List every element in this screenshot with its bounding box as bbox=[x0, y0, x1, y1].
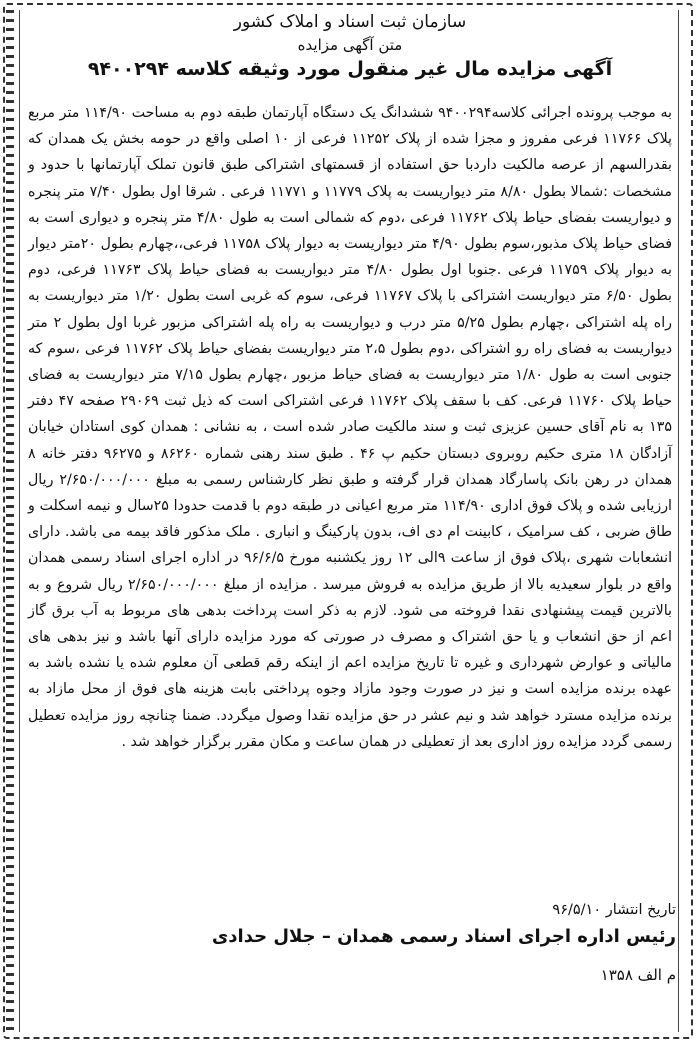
org-name: سازمان ثبت اسناد و املاک کشور bbox=[233, 12, 467, 32]
signature: رئیس اداره اجرای اسناد رسمی همدان – جلال حدادی bbox=[211, 926, 676, 947]
notice-title: آگهی مزایده مال غیر منقول مورد وثیقه کلاسه ۹۴۰۰۲۹۴ bbox=[87, 58, 613, 80]
notice-body bbox=[28, 100, 672, 755]
notice-type: متن آگهی مزایده bbox=[297, 36, 403, 54]
notice-code: م الف ۱۳۵۸ bbox=[600, 966, 676, 984]
publish-date: تاریخ انتشار ۹۶/۵/۱۰ bbox=[552, 902, 676, 918]
notice-body-text: به موجب پرونده اجرائی کلاسه۹۴۰۰۲۹۴ ششدانگ یک دستگاه آپارتمان طبقه دوم به مساحت ۱۱۴/۹۰ متر مربع پلاک ۱۱۷۶۶ فرعی مفروز و مجزا شده از پلاک ۱۱۲۵۲ فرعی از ۱۰ اصلی واقع در حومه بخش یک همدان که بقدرالسهم از عرصه مالکیت داردبا حق استفاده از قسمتهای اشتراکی طبق قانون تملک آپارتمانها با حدود و مشخصات :شمالا بطول ۸/۸۰ متر دیواریست به پلاک ۱۱۷۷۹ و ۱۱۷۷۱ فرعی . شرقا اول بطول ۷/۴۰ متر پنجره و دیواریست بفضای حیاط پلاک ۱۱۷۶۲ فرعی ،دوم که شمالی است به طول ۴/۸۰ متر پنجره و دیواری است به فضای حیاط پلاک مذبور،سوم بطول ۴/۹۰ متر دیواریست به دیوار پلاک ۱۱۷۵۸ فرعی،،چهارم بطول ۲۰متر دیوار به دیوار پلاک ۱۱۷۵۹ فرعی .جنوبا اول بطول ۴/۸۰ متر دیواریست به فضای حیاط پلاک ۱۱۷۶۳ فرعی، دوم بطول ۶/۵۰ متر دیواریست اشتراکی با پلاک ۱۱۷۶۷ فرعی، سوم که غربی است بطول ۱/۲۰ متر دیواریست به راه پله اشتراکی ،چهارم بطول ۵/۲۵ متر درب و دیواریست به راه پله اشتراکی مزبور غربا اول بطول ۲ متر دیواریست به فضای راه رو اشتراکی ،دوم بطول ۲،۵ متر دیواریست بفضای حیاط پلاک ۱۱۷۶۲ فرعی ،سوم که جنوبی است به طول ۱/۸۰ متر دیواریست به فضای حیاط مزبور ،چهارم بطول ۷/۱۵ متر دیواریست به فضای حیاط پلاک ۱۱۷۶۰ فرعی. کف با سقف پلاک ۱۱۷۶۲ فرعی اشتراکی است که ذیل ثبت ۲۹۰۶۹ صفحه ۴۷ دفتر ۱۳۵ به نام آقای حسین عزیزی ثبت و سند مالکیت صادر شده است ، به نشانی : همدان کوی استادان خیابان آزادگان ۱۸ متری حکیم روبروی دبستان حکیم پ ۴۶ . طبق سند رهنی شماره ۸۶۲۶۰ و ۹۶۲۷۵ دفتر خانه ۸ همدان در رهن بانک پاسارگاد همدان قرار گرفته و طبق نظر کارشناس رسمی به مبلغ ۲/۶۵۰/۰۰۰/۰۰۰ ریال ارزیابی شده و پلاک فوق اداری ۱۱۴/۹۰ متر مربع اعیانی در طبقه دوم با قدمت حدودا ۲۵سال و نیمه اسکلت و طاق ضربی ، کف سرامیک ، کابینت ام دی اف، بدون پارکینگ و انباری . ملک مذکور فاقد بیمه می باشد. دارای انشعابات شهری ،پلاک فوق از ساعت ۹الی ۱۲ روز یکشنبه مورخ ۹۶/۶/۵ در اداره اجرای اسناد رسمی همدان واقع در بلوار سعیدیه بالا از طریق مزایده به فروش میرسد . مزایده از مبلغ ۲/۶۵۰/۰۰۰/۰۰۰ ریال شروع و به بالاترین قیمت پیشنهادی نقدا فروخته می شود. لازم به ذکر است پرداخت بدهی های مربوط به آب برق گاز اعم از حق انشعاب و یا حق اشتراک و مصرف در صورتی که مورد مزایده دارای آنها باشد و نیز بدهی های مالیاتی و عوارض شهرداری و غیره تا تاریخ مزایده اعم از اینکه رقم قطعی آن معلوم شده یا نشده باشد به عهده برنده مزایده است و نیز در صورت وجود مازاد وجوه پرداختی بابت هزینه های فوق از محل مازاد به برنده مزایده مسترد خواهد شد و نیم عشر در حق مزایده نقدا وصول میگردد. ضمنا چنانچه روز مزایده تعطیل رسمی گردد مزایده روز اداری بعد از تعطیلی در همان ساعت و مکان مقرر برگزار خواهد شد . bbox=[28, 105, 673, 750]
left-margin-ticks bbox=[6, 10, 14, 1030]
notice-header bbox=[28, 10, 672, 88]
